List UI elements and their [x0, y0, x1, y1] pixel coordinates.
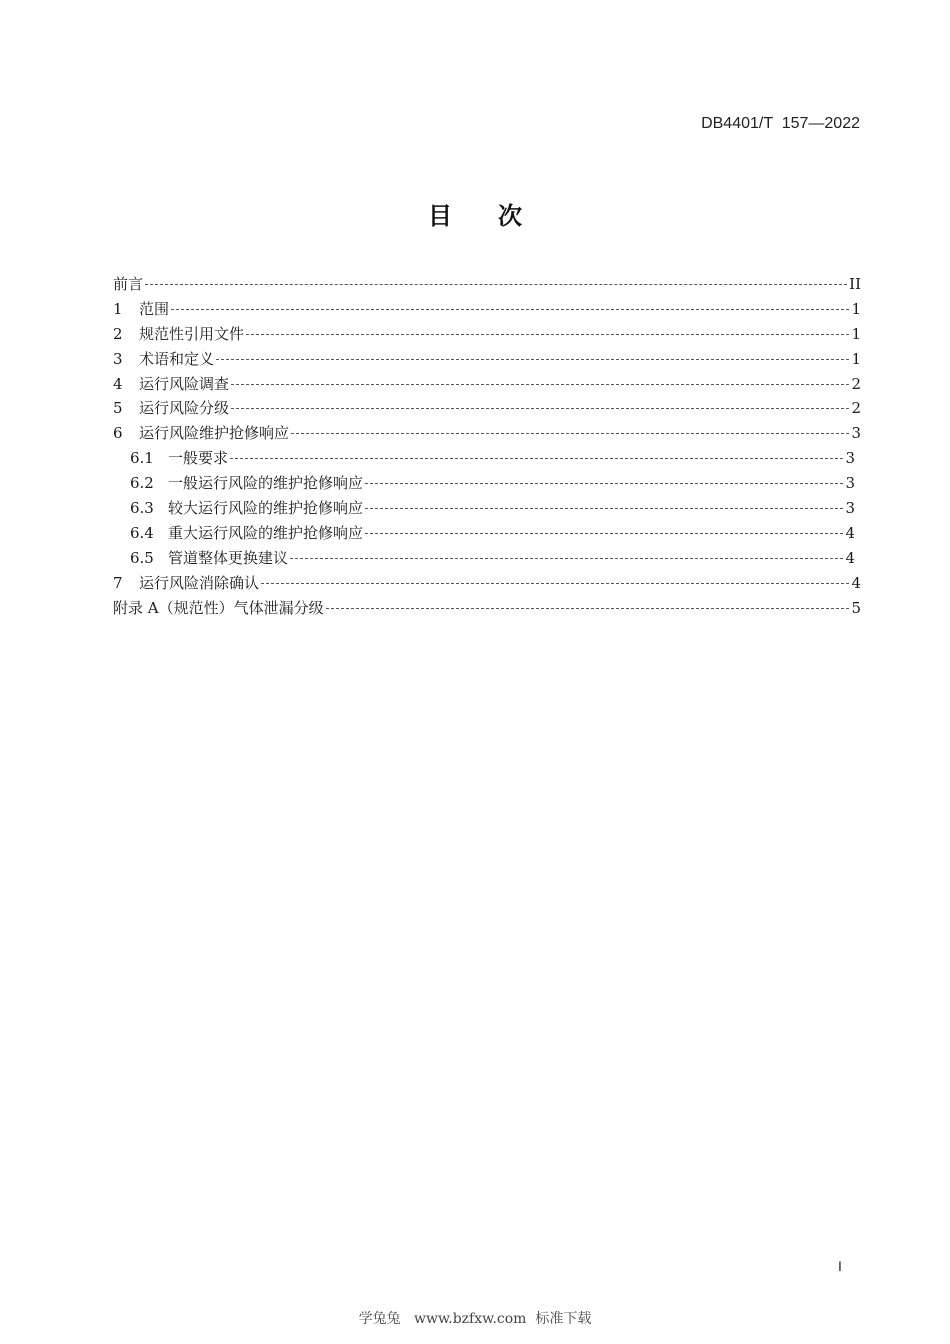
toc-entry-page: 2: [851, 374, 861, 393]
toc-entry-page: 4: [845, 523, 855, 542]
page-number: I: [838, 1258, 842, 1274]
toc-entry-appendix-a[interactable]: [113, 596, 861, 621]
toc-entry-page: 3: [845, 474, 855, 493]
toc-entry-1[interactable]: [113, 297, 861, 322]
toc-leader: [365, 483, 843, 484]
toc-entry-4[interactable]: [113, 372, 861, 397]
toc-entry-page: 1: [851, 299, 861, 318]
toc-entry-page: 3: [845, 499, 855, 518]
toc-entry-number: 3: [113, 349, 123, 368]
toc-entry-number: 1: [113, 299, 123, 318]
watermark-text: 学兔兔 www.bzfxw.com 标准下载: [358, 1311, 592, 1327]
toc-entry-5[interactable]: [113, 396, 861, 421]
toc-entry-3[interactable]: [113, 347, 861, 372]
toc-entry-page: II: [849, 275, 861, 293]
toc-entry-label: 管道整体更换建议: [168, 548, 289, 567]
page-title: [0, 196, 950, 231]
toc-leader: [231, 384, 849, 385]
toc-leader: [326, 608, 850, 609]
toc-leader: [365, 533, 843, 534]
toc-entry-7[interactable]: [113, 571, 861, 596]
toc-entry-label: 重大运行风险的维护抢修响应: [168, 523, 364, 542]
toc-leader: [290, 558, 843, 559]
toc-entry-number: 6: [113, 424, 123, 443]
toc-entry-6-3[interactable]: [113, 496, 855, 521]
toc-leader: [230, 458, 843, 459]
toc-entry-number: 2: [113, 324, 123, 343]
toc-entry-page: 2: [851, 399, 861, 418]
toc-entry-label: 一般要求: [168, 449, 229, 468]
toc-entry-label: 附录 A（规范性）气体泄漏分级: [113, 598, 324, 617]
toc-entry-label: 范围: [139, 299, 170, 318]
toc-entry-2[interactable]: [113, 322, 861, 347]
toc-list: [113, 272, 861, 620]
toc-entry-page: 4: [851, 573, 861, 592]
toc-leader: [261, 583, 849, 584]
document-code: DB4401/T 157—2022: [701, 115, 860, 132]
toc-entry-page: 4: [845, 548, 855, 567]
toc-entry-6-4[interactable]: [113, 521, 855, 546]
toc-entry-label: 较大运行风险的维护抢修响应: [168, 499, 364, 518]
toc-entry-label: 运行风险维护抢修响应: [139, 424, 290, 443]
toc-entry-page: 1: [851, 324, 861, 343]
toc-entry-number: 6.5: [130, 548, 154, 567]
toc-entry-label: 前言: [113, 275, 144, 293]
toc-entry-6-2[interactable]: [113, 471, 855, 496]
title-char-2: 次: [498, 202, 522, 230]
toc-leader: [216, 359, 849, 360]
toc-leader: [231, 408, 849, 409]
toc-leader: [291, 433, 849, 434]
toc-entry-number: 4: [113, 374, 123, 393]
toc-entry-number: 7: [113, 573, 123, 592]
toc-entry-page: 3: [851, 424, 861, 443]
toc-leader: [171, 309, 849, 310]
toc-entry-foreword[interactable]: [113, 272, 861, 297]
toc-entry-page: 5: [851, 598, 861, 617]
toc-entry-label: 规范性引用文件: [139, 324, 245, 343]
toc-leader: [145, 284, 847, 285]
toc-entry-label: 运行风险消除确认: [139, 573, 260, 592]
toc-entry-6-5[interactable]: [113, 546, 855, 571]
toc-entry-label: 术语和定义: [139, 349, 215, 368]
toc-entry-number: 6.4: [130, 523, 154, 542]
toc-entry-number: 6.3: [130, 499, 154, 518]
toc-entry-page: 3: [845, 449, 855, 468]
toc-entry-number: 6.1: [130, 449, 154, 468]
toc-leader: [246, 334, 849, 335]
toc-entry-number: 5: [113, 399, 123, 418]
title-char-1: 目: [428, 202, 452, 230]
toc-entry-label: 一般运行风险的维护抢修响应: [168, 474, 364, 493]
toc-leader: [365, 508, 843, 509]
toc-entry-label: 运行风险分级: [139, 399, 230, 418]
toc-entry-label: 运行风险调查: [139, 374, 230, 393]
toc-entry-page: 1: [851, 349, 861, 368]
toc-entry-6-1[interactable]: [113, 446, 855, 471]
toc-entry-6[interactable]: [113, 421, 861, 446]
toc-entry-number: 6.2: [130, 474, 154, 493]
